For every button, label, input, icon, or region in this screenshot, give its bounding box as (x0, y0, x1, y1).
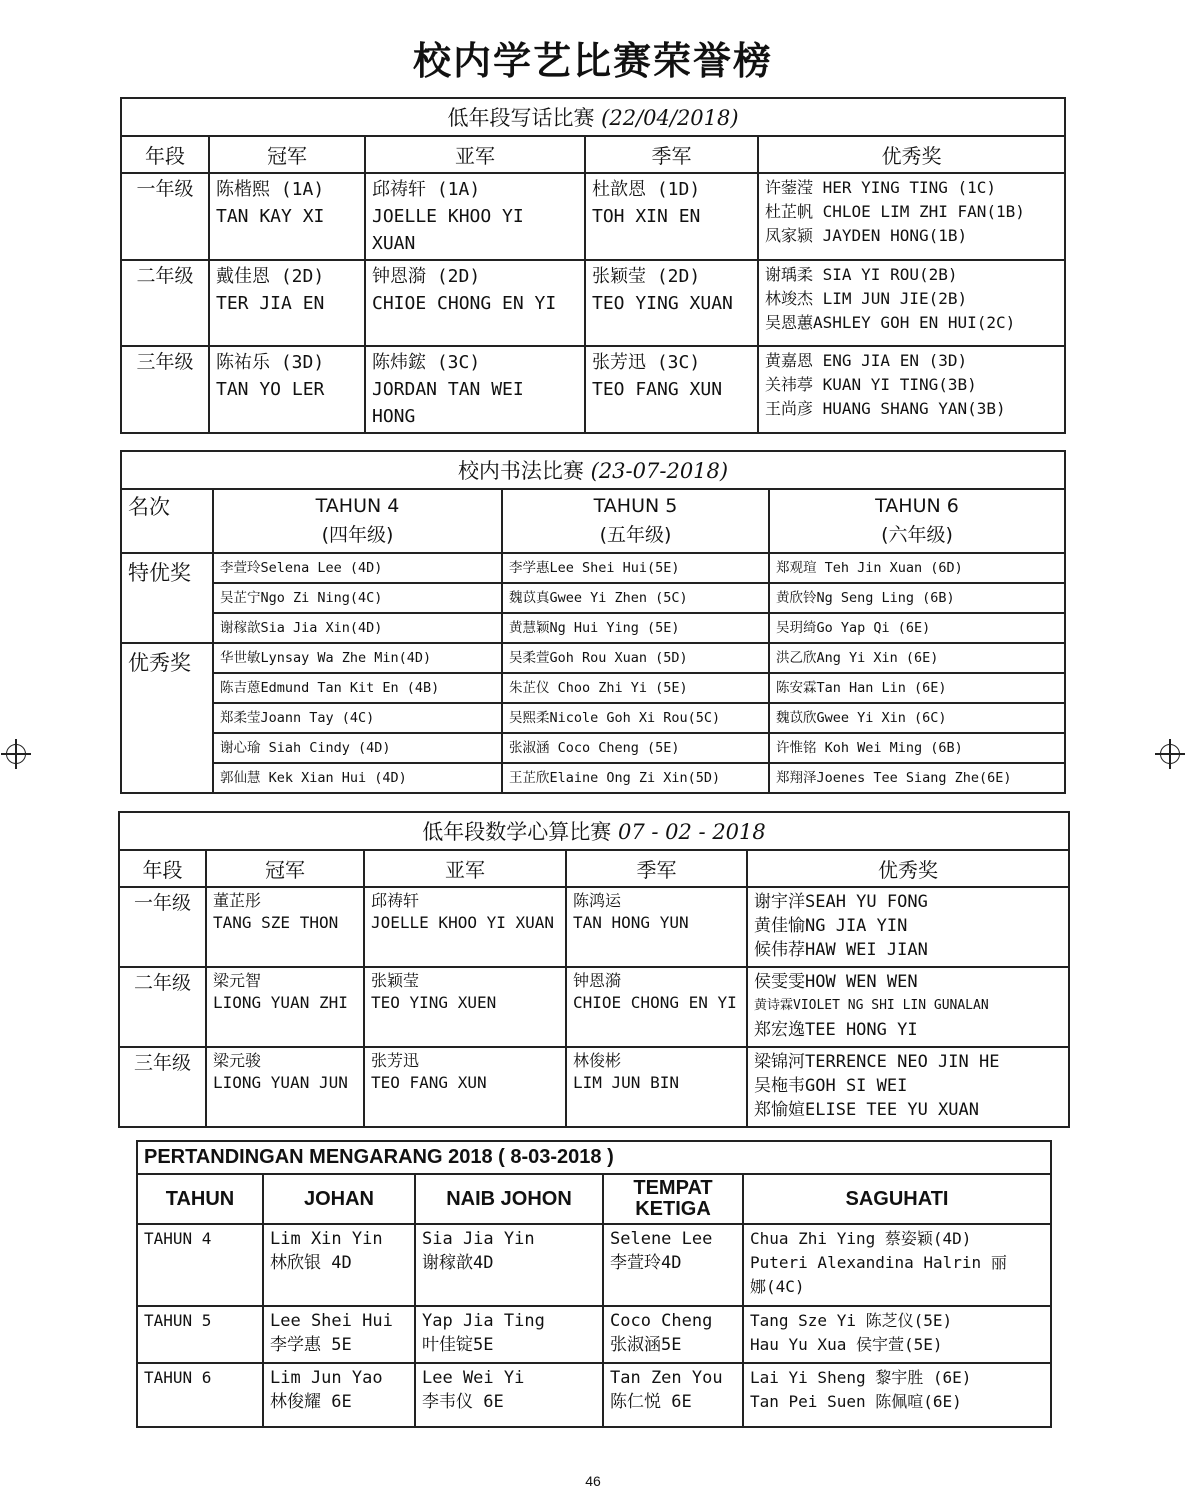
award-group-label: 优秀奖 (121, 643, 213, 793)
name-cell: 李学惠Lee Shei Hui(5E) (502, 553, 769, 583)
name-cell: 郑观瑄 Teh Jin Xuan (6D) (769, 553, 1065, 583)
name-cell: 谢心瑜 Siah Cindy (4D) (213, 733, 502, 763)
runner-up-cell: 邱祷轩 JOELLE KHOO YI XUAN (364, 887, 566, 967)
merit-cell: 谢宇洋SEAH YU FONG 黄佳愉NG JIA YIN 候伟荐HAW WEI JIAN (747, 887, 1069, 967)
math-contest-date: 07 - 02 - 2018 (617, 820, 766, 844)
third-cell: 钟恩漪 CHIOE CHONG EN YI (566, 967, 747, 1047)
champion-cell: 陈楷熙 (1A) TAN KAY XI (209, 173, 365, 260)
saguhati-cell: Tang Sze Yi 陈芝仪(5E) Hau Yu Xua 侯宇萱(5E) (743, 1306, 1051, 1363)
table-row (121, 763, 1065, 793)
name-cell: 王芷欣Elaine Ong Zi Xin(5D) (502, 763, 769, 793)
name-cell: 郑柔莹Joann Tay (4C) (213, 703, 502, 733)
name-cell: 黄欣铃Ng Seng Ling (6B) (769, 583, 1065, 613)
name-cell: 郑翔泽Joenes Tee Siang Zhe(6E) (769, 763, 1065, 793)
tempat-ketiga-cell: Selene Lee 李萱玲4D (603, 1224, 743, 1306)
year-cell: TAHUN 4 (137, 1224, 263, 1306)
name-cell: 李萱玲Selena Lee (4D) (213, 553, 502, 583)
header-johan: JOHAN (263, 1174, 415, 1224)
math-contest-caption (119, 812, 1069, 850)
table-row (121, 673, 1065, 703)
level-cell: 二年级 (119, 967, 206, 1047)
year-cell: TAHUN 5 (137, 1306, 263, 1363)
header-merit: 优秀奖 (747, 850, 1069, 887)
calligraphy-contest-caption (121, 451, 1065, 489)
runner-up-cell: 陈炜鋐 (3C) JORDAN TAN WEI HONG (365, 346, 585, 433)
johan-cell: Lim Jun Yao 林俊耀 6E (263, 1363, 415, 1427)
merit-cell: 许蓥滢 HER YING TING (1C) 杜芷帆 CHLOE LIM ZHI FAN(1B) 凤家颍 JAYDEN HONG(1B) (758, 173, 1065, 260)
merit-cell: 谢瑀柔 SIA YI ROU(2B) 林竣杰 LIM JUN JIE(2B) 吴恩蕙ASHLEY GOH EN HUI(2C) (758, 260, 1065, 346)
runner-up-cell: 张颖莹 TEO YING XUEN (364, 967, 566, 1047)
header-champion: 冠军 (209, 136, 365, 173)
column-header-tahun6: TAHUN 6 (六年级) (769, 489, 1065, 553)
saguhati-cell: Chua Zhi Ying 蔡姿颖(4D) Puteri Alexandina Halrin 丽 娜(4C) (743, 1224, 1051, 1306)
name-cell: 陈安霖Tan Han Lin (6E) (769, 673, 1065, 703)
naib-johon-cell: Yap Jia Ting 叶佳锭5E (415, 1306, 603, 1363)
champion-cell: 戴佳恩 (2D) TER JIA EN (209, 260, 365, 346)
third-cell: 张芳迅 (3C) TEO FANG XUN (585, 346, 758, 433)
name-cell: 吴玥绮Go Yap Qi (6E) (769, 613, 1065, 643)
award-group-label: 特优奖 (121, 553, 213, 643)
saguhati-cell: Lai Yi Sheng 黎宇胜 (6E) Tan Pei Suen 陈佩喧(6E) (743, 1363, 1051, 1427)
registration-mark-icon (6, 744, 26, 764)
champion-cell: 梁元智 LIONG YUAN ZHI (206, 967, 364, 1047)
champion-cell: 董芷彤 TANG SZE THON (206, 887, 364, 967)
name-cell: 谢稼歆Sia Jia Xin(4D) (213, 613, 502, 643)
runner-up-cell: 邱祷轩 (1A) JOELLE KHOO YI XUAN (365, 173, 585, 260)
table-row (119, 1047, 1069, 1127)
tempat-ketiga-cell: Coco Cheng 张淑涵5E (603, 1306, 743, 1363)
page-title: 校内学艺比赛荣誉榜 (412, 39, 773, 83)
calligraphy-contest-date: (23-07-2018) (590, 459, 729, 483)
header-third: 季军 (585, 136, 758, 173)
header-year: TAHUN (137, 1174, 263, 1224)
naib-johon-cell: Sia Jia Yin 谢稼歆4D (415, 1224, 603, 1306)
header-merit: 优秀奖 (758, 136, 1065, 173)
name-cell: 魏苡欣Gwee Yi Xin (6C) (769, 703, 1065, 733)
table-row (121, 583, 1065, 613)
name-cell: 吴柔萱Goh Rou Xuan (5D) (502, 643, 769, 673)
level-cell: 二年级 (121, 260, 209, 346)
champion-cell: 陈祐乐 (3D) TAN YO LER (209, 346, 365, 433)
header-runner-up: 亚军 (364, 850, 566, 887)
year-cell: TAHUN 6 (137, 1363, 263, 1427)
column-header-tahun4: TAHUN 4 (四年级) (213, 489, 502, 553)
name-cell: 黄慧颖Ng Hui Ying (5E) (502, 613, 769, 643)
registration-mark-icon (1160, 744, 1180, 764)
name-cell: 魏苡真Gwee Yi Zhen (5C) (502, 583, 769, 613)
level-cell: 一年级 (119, 887, 206, 967)
table-row (121, 643, 1065, 673)
table-row (119, 887, 1069, 967)
essay-contest-title: PERTANDINGAN MENGARANG 2018 ( 8-03-2018 ) (137, 1141, 1051, 1174)
header-champion: 冠军 (206, 850, 364, 887)
writing-contest-date: (22/04/2018) (601, 106, 739, 130)
header-third: 季军 (566, 850, 747, 887)
table-row (121, 346, 1065, 433)
header-saguhati: SAGUHATI (743, 1174, 1051, 1224)
merit-cell: 黄嘉恩 ENG JIA EN (3D) 关祎葶 KUAN YI TING(3B) 王尚彦 HUANG SHANG YAN(3B) (758, 346, 1065, 433)
table-row (137, 1306, 1051, 1363)
math-contest-table (118, 811, 1070, 1128)
level-cell: 一年级 (121, 173, 209, 260)
header-naib-johon: NAIB JOHON (415, 1174, 603, 1224)
name-cell: 朱芷仪 Choo Zhi Yi (5E) (502, 673, 769, 703)
champion-cell: 梁元骏 LIONG YUAN JUN (206, 1047, 364, 1127)
table-row (121, 733, 1065, 763)
name-cell: 张淑涵 Coco Cheng (5E) (502, 733, 769, 763)
tempat-ketiga-cell: Tan Zen You 陈仁悦 6E (603, 1363, 743, 1427)
name-cell: 华世敏Lynsay Wa Zhe Min(4D) (213, 643, 502, 673)
rank-header: 名次 (121, 489, 213, 553)
table-row (121, 260, 1065, 346)
math-contest-title: 低年段数学心算比赛 (422, 820, 612, 844)
header-tempat-ketiga: TEMPAT KETIGA (603, 1174, 743, 1224)
name-cell: 吴芷宁Ngo Zi Ning(4C) (213, 583, 502, 613)
table-row (137, 1363, 1051, 1427)
third-cell: 杜歆恩 (1D) TOH XIN EN (585, 173, 758, 260)
name-cell: 吴熙柔Nicole Goh Xi Rou(5C) (502, 703, 769, 733)
naib-johon-cell: Lee Wei Yi 李韦仪 6E (415, 1363, 603, 1427)
level-cell: 三年级 (121, 346, 209, 433)
table-row (121, 173, 1065, 260)
merit-cell: 侯雯雯HOW WEN WEN 黄诗霖VIOLET NG SHI LIN GUNALAN 郑宏逸TEE HONG YI (747, 967, 1069, 1047)
johan-cell: Lim Xin Yin 林欣银 4D (263, 1224, 415, 1306)
writing-contest-title: 低年段写话比赛 (447, 106, 595, 130)
level-cell: 三年级 (119, 1047, 206, 1127)
runner-up-cell: 张芳迅 TEO FANG XUN (364, 1047, 566, 1127)
name-cell: 许惟铭 Koh Wei Ming (6B) (769, 733, 1065, 763)
header-runner-up: 亚军 (365, 136, 585, 173)
writing-contest-table (120, 97, 1066, 434)
runner-up-cell: 钟恩漪 (2D) CHIOE CHONG EN YI (365, 260, 585, 346)
johan-cell: Lee Shei Hui 李学惠 5E (263, 1306, 415, 1363)
table-row (119, 967, 1069, 1047)
column-header-tahun5: TAHUN 5 (五年级) (502, 489, 769, 553)
third-cell: 张颖莹 (2D) TEO YING XUAN (585, 260, 758, 346)
table-row (121, 613, 1065, 643)
calligraphy-contest-table (120, 450, 1066, 794)
table-row (121, 703, 1065, 733)
header-level: 年段 (121, 136, 209, 173)
essay-contest-table (136, 1140, 1052, 1428)
name-cell: 郭仙慧 Kek Xian Hui (4D) (213, 763, 502, 793)
merit-cell: 梁锦河TERRENCE NEO JIN HE 吴柂韦GOH SI WEI 郑愉媗ELISE TEE YU XUAN (747, 1047, 1069, 1127)
header-level: 年段 (119, 850, 206, 887)
page-number: 46 (585, 1473, 601, 1489)
calligraphy-contest-title: 校内书法比赛 (457, 459, 584, 483)
name-cell: 陈吉蒽Edmund Tan Kit En (4B) (213, 673, 502, 703)
third-cell: 陈鸿运 TAN HONG YUN (566, 887, 747, 967)
third-cell: 林俊彬 LIM JUN BIN (566, 1047, 747, 1127)
table-row (137, 1224, 1051, 1306)
name-cell: 洪乙欣Ang Yi Xin (6E) (769, 643, 1065, 673)
table-row (121, 553, 1065, 583)
writing-contest-caption (121, 98, 1065, 136)
